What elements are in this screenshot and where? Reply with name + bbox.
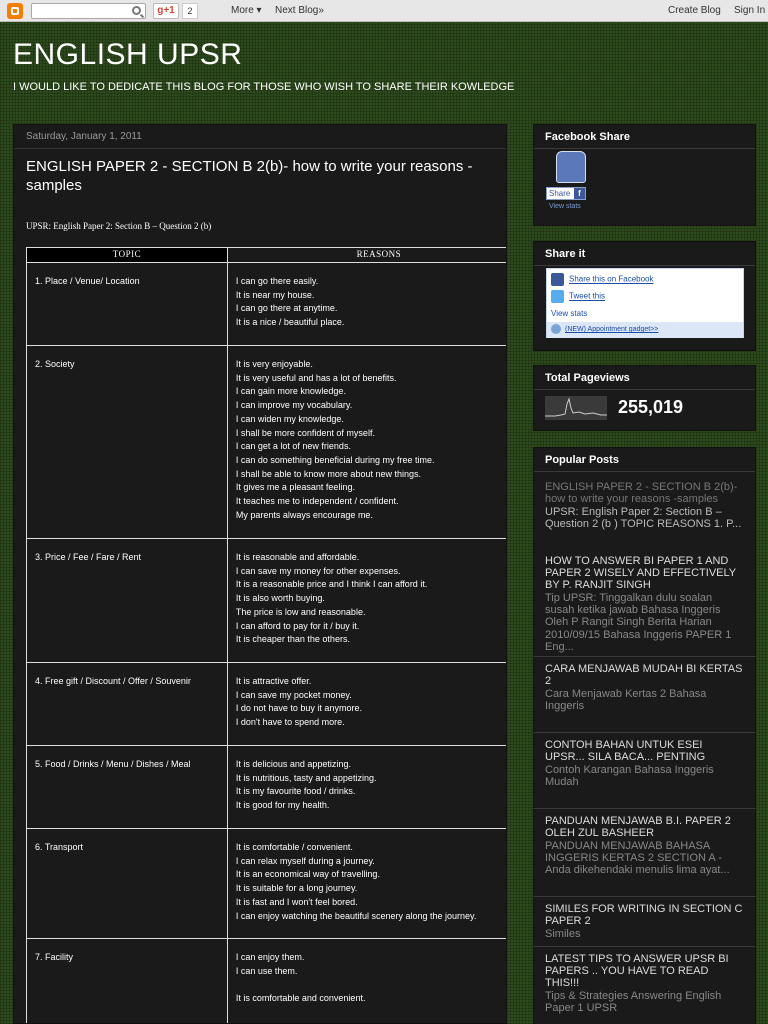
- reason-line: I can save my pocket money.: [235, 689, 352, 700]
- popular-post-title[interactable]: ENGLISH PAPER 2 - SECTION B 2(b)- how to write your reasons -samples: [545, 481, 738, 505]
- popular-post-item[interactable]: [533, 897, 756, 947]
- popular-post-item[interactable]: [533, 549, 756, 657]
- view-stats-link[interactable]: View stats: [551, 309, 588, 318]
- info-icon: [551, 324, 561, 334]
- popular-post-item[interactable]: [533, 475, 756, 559]
- table-row: [27, 829, 508, 939]
- reason-line: It is attractive offer.: [235, 676, 312, 686]
- reason-line: I can enjoy watching the beautiful scenery along the journey.: [235, 910, 477, 921]
- post-date: Saturday, January 1, 2011: [26, 131, 142, 142]
- reasons-cell: [227, 346, 507, 539]
- popular-post-item[interactable]: [533, 733, 756, 809]
- reason-line: I can save my money for other expenses.: [235, 565, 401, 576]
- reason-line: It is very useful and has a lot of benefits.: [235, 372, 397, 383]
- reason-line: It is also worth buying.: [235, 593, 325, 604]
- reason-line: I can gain more knowledge.: [235, 386, 346, 397]
- reason-line: It is good for my health.: [235, 800, 330, 811]
- facebook-icon: f: [574, 188, 585, 199]
- topic-cell: 1. Place / Venue/ Location: [27, 263, 228, 346]
- reason-line: It is delicious and appetizing.: [235, 759, 351, 769]
- reason-line: [236, 978, 507, 992]
- pageviews-widget: [533, 365, 756, 431]
- plus-one-count: 2: [182, 3, 198, 19]
- reason-line: It is suitable for a long journey.: [235, 883, 358, 894]
- share-label: Share: [549, 189, 571, 198]
- reason-line: It is near my house.: [235, 289, 315, 300]
- popular-post-item[interactable]: [533, 947, 756, 1024]
- reasons-cell: [227, 746, 507, 829]
- reason-line: It is fast and I won't feel bored.: [235, 896, 358, 907]
- reason-line: It gives me a pleasant feeling.: [235, 482, 355, 493]
- reason-line: My parents always encourage me.: [235, 509, 373, 520]
- reasons-cell: [227, 939, 507, 1024]
- topic-cell: 7. Facility: [27, 939, 228, 1024]
- reason-line: It is comfortable and convenient.: [235, 993, 366, 1004]
- table-row: [27, 663, 508, 746]
- reason-line: It is nutritious, tasty and appetizing.: [235, 772, 377, 783]
- search-icon[interactable]: [132, 6, 141, 15]
- share-box: [546, 268, 744, 338]
- reason-line: It is a reasonable price and I think I can afford it.: [235, 579, 428, 590]
- google-plus-one-button[interactable]: g+1: [153, 3, 179, 19]
- popular-post-snippet: Tip UPSR: Tinggalkan dulu soalan susah ketika jawab Bahasa Inggeris Oleh P Rangit Singh Berita Harian 2010/09/15 Bahasa Inggeris PAPER 1 Eng...: [545, 592, 732, 653]
- sign-in-link[interactable]: Sign In: [734, 5, 766, 16]
- appointment-gadget-label: (NEW) Appointment gadget>>: [565, 326, 659, 333]
- reasons-cell: [227, 263, 507, 346]
- reason-line: I can go there at anytime.: [235, 303, 338, 314]
- reasons-table: [26, 247, 507, 1024]
- table-row: [27, 346, 508, 539]
- reason-line: I can relax myself during a journey.: [235, 855, 375, 866]
- reason-line: I don't have to spend more.: [235, 717, 345, 728]
- post-subtitle: UPSR: English Paper 2: Section B – Question 2 (b): [26, 221, 212, 231]
- date-divider: [14, 148, 507, 149]
- next-blog-link[interactable]: Next Blog»: [275, 5, 324, 16]
- table-row: [27, 263, 508, 346]
- table-row: [27, 746, 508, 829]
- thumbs-up-icon: [556, 151, 586, 183]
- tweet-this-link[interactable]: [551, 290, 605, 304]
- popular-post-snippet: Similes: [545, 928, 581, 940]
- reason-line: I can widen my knowledge.: [235, 413, 344, 424]
- reasons-cell: [227, 829, 507, 939]
- topic-cell: 4. Free gift / Discount / Offer / Souvenir: [27, 663, 228, 746]
- blog-description: I WOULD LIKE TO DEDICATE THIS BLOG FOR THOSE WHO WISH TO SHARE THEIR KOWLEDGE: [13, 81, 515, 93]
- tweet-label: Tweet this: [569, 291, 606, 301]
- popular-post-snippet: PANDUAN MENJAWAB BAHASA INGGERIS KERTAS 2 SECTION A - Anda dikehendaki menulis lima ayat...: [545, 840, 730, 877]
- reasons-column-header: REASONS: [227, 248, 507, 263]
- topic-cell: 6. Transport: [27, 829, 228, 939]
- popular-post-title[interactable]: SIMILES FOR WRITING IN SECTION C PAPER 2: [545, 903, 743, 927]
- reason-line: It is very enjoyable.: [235, 359, 313, 369]
- widget-title: Total Pageviews: [534, 366, 755, 390]
- topic-column-header: TOPIC: [27, 248, 228, 263]
- popular-post-snippet: UPSR: English Paper 2: Section B – Question 2 (b ) TOPIC REASONS 1. P...: [545, 506, 742, 531]
- topic-cell: 2. Society: [27, 346, 228, 539]
- reason-line: It is a nice / beautiful place.: [235, 317, 345, 328]
- appointment-gadget-link[interactable]: [547, 322, 743, 338]
- table-row: [27, 539, 508, 663]
- popular-post-snippet: Tips & Strategies Answering English Paper 1 UPSR: [545, 990, 722, 1015]
- view-stats-link[interactable]: View stats: [549, 203, 581, 210]
- popular-post-title[interactable]: CARA MENJAWAB MUDAH BI KERTAS 2: [545, 663, 743, 687]
- reason-line: I can get a lot of new friends.: [235, 441, 351, 452]
- reason-line: I shall be more confident of myself.: [235, 427, 375, 438]
- reason-line: I can enjoy them.: [235, 952, 305, 962]
- reason-line: It teaches me to independent / confident.: [235, 496, 399, 507]
- reason-line: I can do something beneficial during my free time.: [235, 454, 435, 465]
- popular-post-item[interactable]: [533, 657, 756, 733]
- twitter-icon: [551, 290, 564, 303]
- popular-post-snippet: Contoh Karangan Bahasa Inggeris Mudah: [545, 764, 714, 789]
- pageviews-count: 255,019: [618, 397, 684, 417]
- topic-cell: 3. Price / Fee / Fare / Rent: [27, 539, 228, 663]
- post-title[interactable]: ENGLISH PAPER 2 - SECTION B 2(b)- how to write your reasons -samples: [26, 158, 473, 194]
- reason-line: I can use them.: [235, 965, 298, 976]
- reason-line: The price is low and reasonable.: [235, 606, 366, 617]
- widget-title: Popular Posts: [534, 448, 755, 472]
- reason-line: I can afford to pay for it / buy it.: [235, 620, 360, 631]
- facebook-share-widget: [533, 124, 756, 226]
- reason-line: I can improve my vocabulary.: [235, 400, 353, 411]
- reasons-cell: [227, 663, 507, 746]
- facebook-icon: [551, 273, 564, 286]
- share-facebook-link[interactable]: [551, 273, 654, 287]
- table-row: [27, 939, 508, 1024]
- blogger-logo-icon[interactable]: [7, 3, 23, 19]
- popular-post-snippet: Cara Menjawab Kertas 2 Bahasa Inggeris: [545, 688, 707, 713]
- popular-post-title[interactable]: LATEST TIPS TO ANSWER UPSR BI PAPERS .. YOU HAVE TO READ THIS!!!: [545, 953, 729, 989]
- reasons-cell: [227, 539, 507, 663]
- pageviews-sparkline: [545, 396, 607, 420]
- reason-line: It is reasonable and affordable.: [235, 552, 360, 562]
- widget-title: Facebook Share: [534, 125, 755, 149]
- reason-line: I do not have to buy it anymore.: [235, 703, 362, 714]
- blog-title[interactable]: ENGLISH UPSR: [13, 38, 243, 71]
- popular-post-title[interactable]: HOW TO ANSWER BI PAPER 1 AND PAPER 2 WISELY AND EFFECTIVELY BY P. RANJIT SINGH: [545, 555, 736, 591]
- topic-cell: 5. Food / Drinks / Menu / Dishes / Meal: [27, 746, 228, 829]
- facebook-like-button[interactable]: [546, 151, 588, 199]
- reason-line: It is cheaper than the others.: [235, 634, 350, 645]
- share-facebook-label: Share this on Facebook: [569, 274, 654, 284]
- blogger-navbar: [0, 0, 768, 22]
- popular-post-title[interactable]: PANDUAN MENJAWAB B.I. PAPER 2 OLEH ZUL BASHEER: [545, 815, 731, 839]
- reason-line: I can go there easily.: [235, 276, 319, 286]
- popular-posts-widget: [533, 447, 756, 475]
- reason-line: It is my favourite food / drinks.: [235, 786, 356, 797]
- share-it-widget: [533, 241, 756, 351]
- facebook-share-button[interactable]: [546, 187, 586, 200]
- popular-post-title[interactable]: CONTOH BAHAN UNTUK ESEI UPSR... SILA BACA... PENTING: [545, 739, 706, 763]
- widget-title: Share it: [534, 242, 755, 266]
- reason-line: I shall be able to know more about new things.: [235, 468, 421, 479]
- search-input[interactable]: [31, 3, 146, 19]
- create-blog-link[interactable]: Create Blog: [668, 5, 721, 16]
- blog-post: [13, 124, 507, 1024]
- more-menu-button[interactable]: More ▾: [231, 5, 262, 16]
- reason-line: It is an economical way of travelling.: [235, 869, 380, 880]
- popular-post-item[interactable]: [533, 809, 756, 897]
- reason-line: It is comfortable / convenient.: [235, 842, 353, 852]
